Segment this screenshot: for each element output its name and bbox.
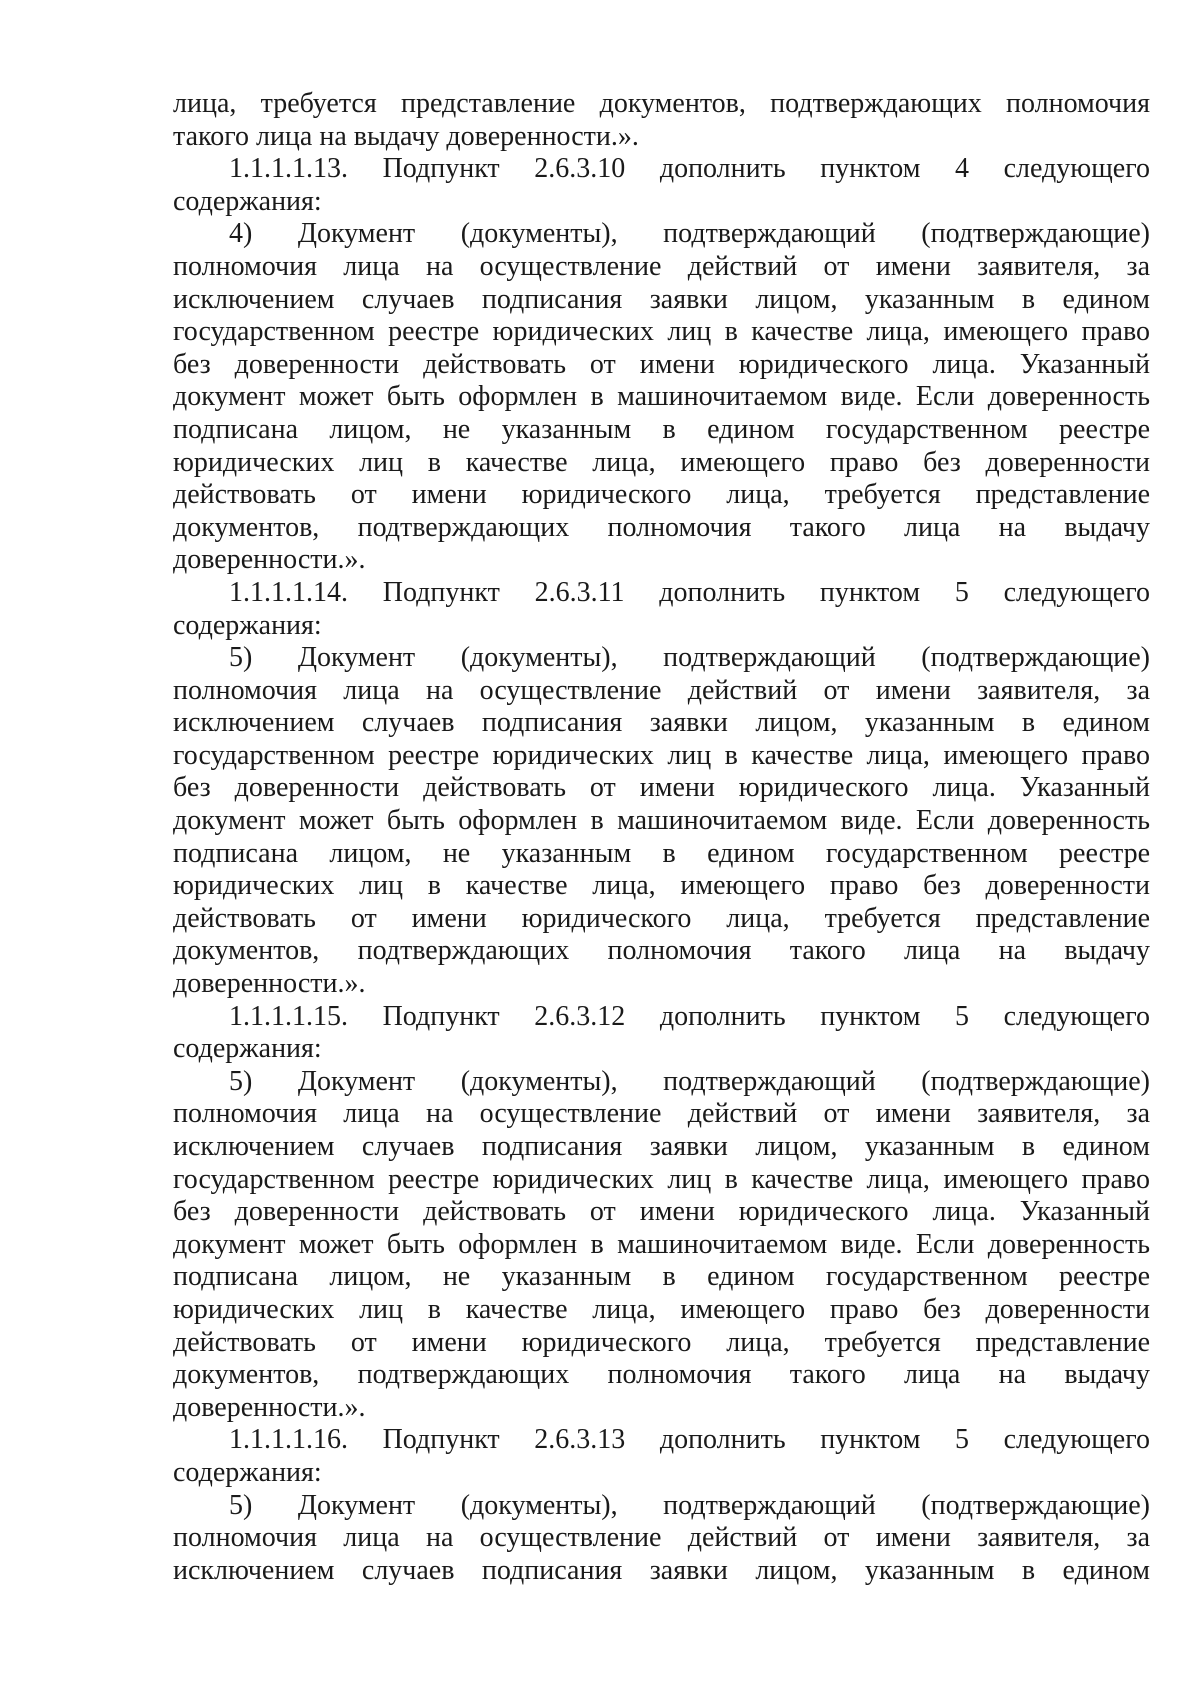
text-line: без доверенности действовать от имени юридического лица. Указанный — [173, 1196, 1150, 1228]
text-line: 1.1.1.1.16. Подпункт 2.6.3.13 дополнить пунктом 5 следующего — [229, 1424, 1150, 1456]
text-line: 1.1.1.1.14. Подпункт 2.6.3.11 дополнить пунктом 5 следующего — [229, 576, 1150, 608]
text-line: действовать от имени юридического лица, требуется представление — [173, 479, 1150, 511]
text-line: подписана лицом, не указанным в едином государственном реестре — [173, 1261, 1150, 1293]
text-line: документ может быть оформлен в машиночитаемом виде. Если доверенность — [173, 1228, 1150, 1260]
text-line: без доверенности действовать от имени юридического лица. Указанный — [173, 348, 1150, 380]
text-line: лица, требуется представление документов, подтверждающих полномочия — [173, 88, 1150, 119]
text-line: содержания: — [173, 185, 322, 217]
text-line: полномочия лица на осуществление действий от имени заявителя, за — [173, 674, 1150, 706]
text-line: доверенности.». — [173, 544, 366, 576]
text-line: юридических лиц в качестве лица, имеющего право без доверенности — [173, 446, 1150, 478]
text-line: документов, подтверждающих полномочия такого лица на выдачу — [173, 935, 1150, 967]
text-line: юридических лиц в качестве лица, имеющего право без доверенности — [173, 1293, 1150, 1325]
text-line: исключением случаев подписания заявки лицом, указанным в едином — [173, 1131, 1150, 1162]
text-line: содержания: — [173, 1033, 322, 1065]
text-line: 5) Документ (документы), подтверждающий (подтверждающие) — [229, 1489, 1150, 1521]
text-line: 5) Документ (документы), подтверждающий (подтверждающие) — [229, 642, 1150, 674]
text-line: доверенности.». — [173, 1391, 366, 1423]
text-line: подписана лицом, не указанным в едином государственном реестре — [173, 413, 1150, 445]
text-line: 1.1.1.1.15. Подпункт 2.6.3.12 дополнить пунктом 5 следующего — [229, 1000, 1150, 1032]
text-line: такого лица на выдачу доверенности.». — [173, 120, 639, 152]
text-line: действовать от имени юридического лица, требуется представление — [173, 1326, 1150, 1358]
text-line: полномочия лица на осуществление действий от имени заявителя, за — [173, 250, 1150, 282]
text-line: исключением случаев подписания заявки лицом, указанным в едином — [173, 283, 1150, 315]
text-line: документ может быть оформлен в машиночитаемом виде. Если доверенность — [173, 805, 1150, 837]
text-line: 5) Документ (документы), подтверждающий (подтверждающие) — [229, 1065, 1150, 1097]
text-line: доверенности.». — [173, 968, 366, 1000]
text-line: действовать от имени юридического лица, требуется представление — [173, 902, 1150, 934]
text-line: полномочия лица на осуществление действий от имени заявителя, за — [173, 1522, 1150, 1554]
text-line: документов, подтверждающих полномочия такого лица на выдачу — [173, 1359, 1150, 1391]
text-line: юридических лиц в качестве лица, имеющего право без доверенности — [173, 870, 1150, 902]
text-line: полномочия лица на осуществление действий от имени заявителя, за — [173, 1098, 1150, 1130]
text-line: документов, подтверждающих полномочия такого лица на выдачу — [173, 511, 1150, 543]
text-line: подписана лицом, не указанным в едином государственном реестре — [173, 837, 1150, 869]
text-line: содержания: — [173, 1456, 322, 1488]
text-line: 4) Документ (документы), подтверждающий (подтверждающие) — [229, 218, 1150, 250]
text-line: содержания: — [173, 609, 322, 641]
text-line: документ может быть оформлен в машиночитаемом виде. Если доверенность — [173, 381, 1150, 413]
text-line: государственном реестре юридических лиц в качестве лица, имеющего право — [173, 316, 1150, 348]
document-page — [173, 88, 1150, 1587]
text-line: 1.1.1.1.13. Подпункт 2.6.3.10 дополнить пунктом 4 следующего — [229, 153, 1150, 185]
text-line: исключением случаев подписания заявки лицом, указанным в едином — [173, 707, 1150, 739]
text-line: государственном реестре юридических лиц в качестве лица, имеющего право — [173, 1163, 1150, 1195]
text-line: государственном реестре юридических лиц в качестве лица, имеющего право — [173, 739, 1150, 771]
text-line: исключением случаев подписания заявки лицом, указанным в едином — [173, 1554, 1150, 1586]
text-line: без доверенности действовать от имени юридического лица. Указанный — [173, 772, 1150, 804]
